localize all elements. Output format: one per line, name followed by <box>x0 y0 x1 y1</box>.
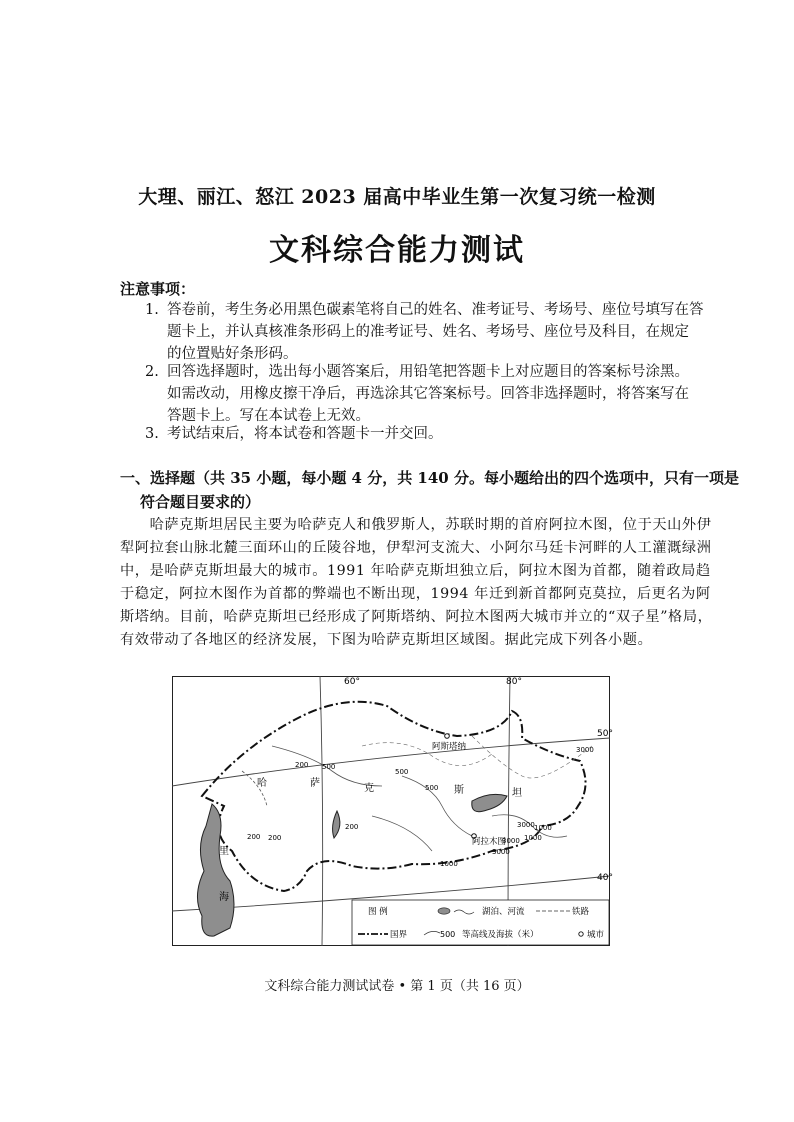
legend-contour-value: 500 <box>440 930 456 939</box>
notice-item-1 <box>145 299 704 365</box>
map-legend <box>352 900 609 945</box>
lat-label: 40° <box>597 873 613 883</box>
contour-label: 3000 <box>517 821 535 829</box>
contour-label: 500 <box>395 768 409 776</box>
contour-label: 1000 <box>440 860 458 868</box>
contour-label: 200 <box>295 761 309 769</box>
legend-title: 图 例 <box>368 907 388 917</box>
sea-label: 里 <box>219 846 229 857</box>
legend-lake-icon <box>438 908 450 914</box>
contour-label: 200 <box>247 833 261 841</box>
notice-item-number: 3. <box>145 426 159 442</box>
contour-label: 200 <box>345 823 359 831</box>
passage-line: 斯塔纳。目前，哈萨克斯坦已经形成了阿斯塔纳、阿拉木图两大城市并立的“双子星”格局， <box>120 609 713 625</box>
notice-item-text: 答卷前，考生务必用黑色碳素笔将自己的姓名、准考证号、考场号、座位号填写在答 <box>167 302 704 318</box>
country-label: 萨 <box>310 778 320 789</box>
notice-item-number: 2. <box>145 364 159 380</box>
legend-border: 国界 <box>390 930 408 940</box>
contour-label: 3000 <box>502 837 520 845</box>
exam-subtitle: 大理、丽江、怒江 2023 届高中毕业生第一次复习统一检测 <box>138 186 656 208</box>
section-heading <box>120 466 739 514</box>
contour-label: 1000 <box>534 824 552 832</box>
legend-city-icon <box>579 932 583 936</box>
legend-city: 城市 <box>587 930 605 940</box>
notice-item-3 <box>145 423 443 445</box>
contour-label: 200 <box>268 834 282 842</box>
notice-item-text: 如需改动，用橡皮擦干净后，再选涂其它答案标号。回答非选择题时，将答案写在 <box>167 386 689 402</box>
contour-label: 3000 <box>492 848 510 856</box>
passage-line: 于稳定，阿拉木图作为首都的弊端也不断出现，1994 年迁到新首都阿克莫拉，后更名为阿 <box>120 586 711 602</box>
lon-label: 80° <box>506 677 522 687</box>
contour-label: 500 <box>425 784 439 792</box>
legend-contour: 等高线及海拔（米） <box>462 930 539 940</box>
lat-label: 50° <box>597 729 613 739</box>
notice-item-number: 1. <box>145 302 159 318</box>
contour-label: 1000 <box>524 834 542 842</box>
legend-railway: 铁路 <box>572 907 590 917</box>
passage-line: 中，是哈萨克斯坦最大的城市。1991 年哈萨克斯坦独立后，阿拉木图为首都，随着政局趋 <box>120 563 711 579</box>
kazakhstan-map <box>172 676 613 946</box>
lon-label: 60° <box>344 677 360 687</box>
notice-item-2 <box>145 361 689 427</box>
notice-item-text: 回答选择题时，选出每小题答案后，用铅笔把答题卡上对应题目的答案标号涂黑。 <box>167 364 689 380</box>
notice-item-text: 考试结束后，将本试卷和答题卡一并交回。 <box>167 426 443 442</box>
contour-label: 500 <box>322 763 336 771</box>
country-label: 哈 <box>257 778 267 789</box>
notice-item-text: 题卡上，并认真核准条形码上的准考证号、姓名、考场号、座位号及科目，在规定 <box>167 324 689 340</box>
sea-label: 海 <box>219 892 229 903</box>
section-heading-line: 一、选择题（共 35 小题，每小题 4 分，共 140 分。每小题给出的四个选项中，只有一项是 <box>120 469 739 487</box>
page-footer: 文科综合能力测试试卷 • 第 1 页（共 16 页） <box>264 979 530 994</box>
country-label: 坦 <box>512 788 522 799</box>
notice-item-text: 答题卡上。写在本试卷上无效。 <box>167 408 370 424</box>
city-marker <box>445 734 450 739</box>
passage-line: 哈萨克斯坦居民主要为哈萨克人和俄罗斯人，苏联时期的首府阿拉木图，位于天山外伊 <box>120 517 712 533</box>
country-label: 斯 <box>454 785 464 796</box>
city-label-almaty: 阿拉木图 <box>472 837 507 847</box>
passage <box>120 514 713 652</box>
passage-line: 犁阿拉套山脉北麓三面环山的丘陵谷地，伊犁河支流大、小阿尔马廷卡河畔的人工灌溉绿洲 <box>120 540 712 556</box>
section-heading-line: 符合题目要求的） <box>140 493 261 511</box>
city-label-astana: 阿斯塔纳 <box>432 742 467 752</box>
country-label: 克 <box>364 783 374 794</box>
notice-heading: 注意事项： <box>120 280 196 298</box>
notice-item-text: 的位置贴好条形码。 <box>167 346 298 362</box>
contour-label: 3000 <box>576 746 594 754</box>
passage-line: 有效带动了各地区的经济发展，下图为哈萨克斯坦区域图。据此完成下列各小题。 <box>120 632 653 648</box>
exam-title: 文科综合能力测试 <box>269 233 525 268</box>
legend-lake-river: 湖泊、河流 <box>482 907 525 917</box>
